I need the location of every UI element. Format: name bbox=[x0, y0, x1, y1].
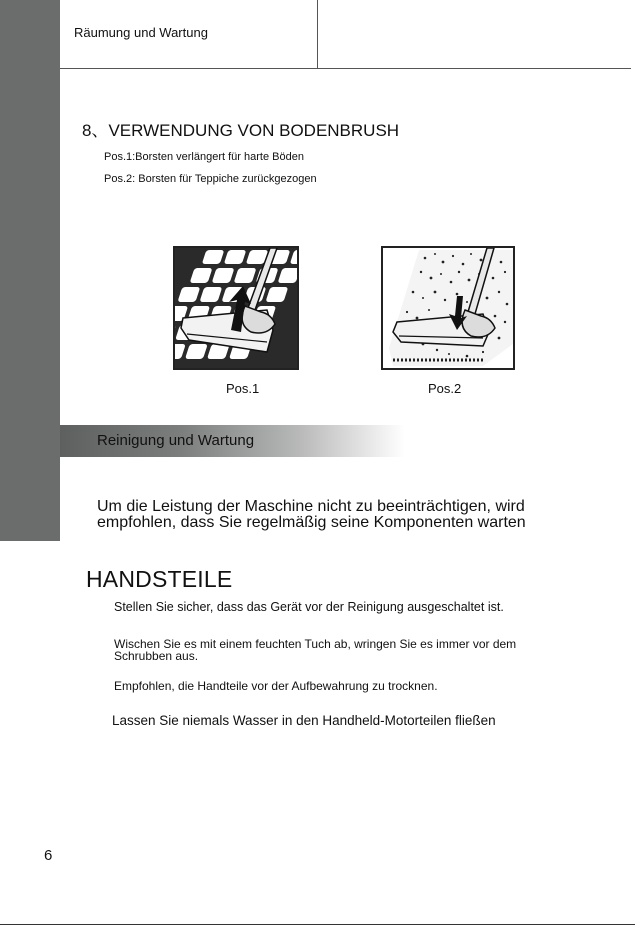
header-divider bbox=[317, 0, 318, 68]
figure-2-caption: Pos.2 bbox=[428, 381, 462, 396]
care-instruction: Empfohlen, die Handteile vor der Aufbewahrung zu trocknen. bbox=[114, 679, 438, 693]
banner-title: Reinigung und Wartung bbox=[97, 432, 255, 449]
figure-1-caption: Pos.1 bbox=[226, 381, 260, 396]
footer-rule bbox=[0, 924, 635, 925]
intro-paragraph: Um die Leistung der Maschine nicht zu beeinträchtigen, wird empfohlen, dass Sie regelmäßig seine Komponenten warten bbox=[97, 498, 526, 531]
care-instruction: Wischen Sie es mit einem feuchten Tuch ab, wringen Sie es immer vor dem Schrubben aus. bbox=[114, 637, 517, 663]
care-instruction: Stellen Sie sicher, dass das Gerät vor der Reinigung ausgeschaltet ist. bbox=[114, 600, 504, 614]
care-instruction: Lassen Sie niemals Wasser in den Handheld-Motorteilen fließen bbox=[112, 713, 496, 728]
pos1-note: Pos.1:Borsten verlängert für harte Böden bbox=[104, 151, 304, 163]
section-banner bbox=[60, 425, 405, 457]
pos2-note: Pos.2: Borsten für Teppiche zurückgezogen bbox=[104, 173, 317, 185]
handsteile-title: HANDSTEILE bbox=[86, 566, 233, 592]
page-number: 6 bbox=[44, 847, 53, 864]
header-title: Räumung und Wartung bbox=[74, 25, 208, 40]
side-bar bbox=[0, 0, 60, 541]
hard-floor-illustration bbox=[173, 246, 299, 370]
section-heading: 8、VERWENDUNG VON BODENBRUSH bbox=[82, 121, 400, 140]
carpet-illustration bbox=[381, 246, 515, 370]
header-rule bbox=[60, 68, 631, 69]
